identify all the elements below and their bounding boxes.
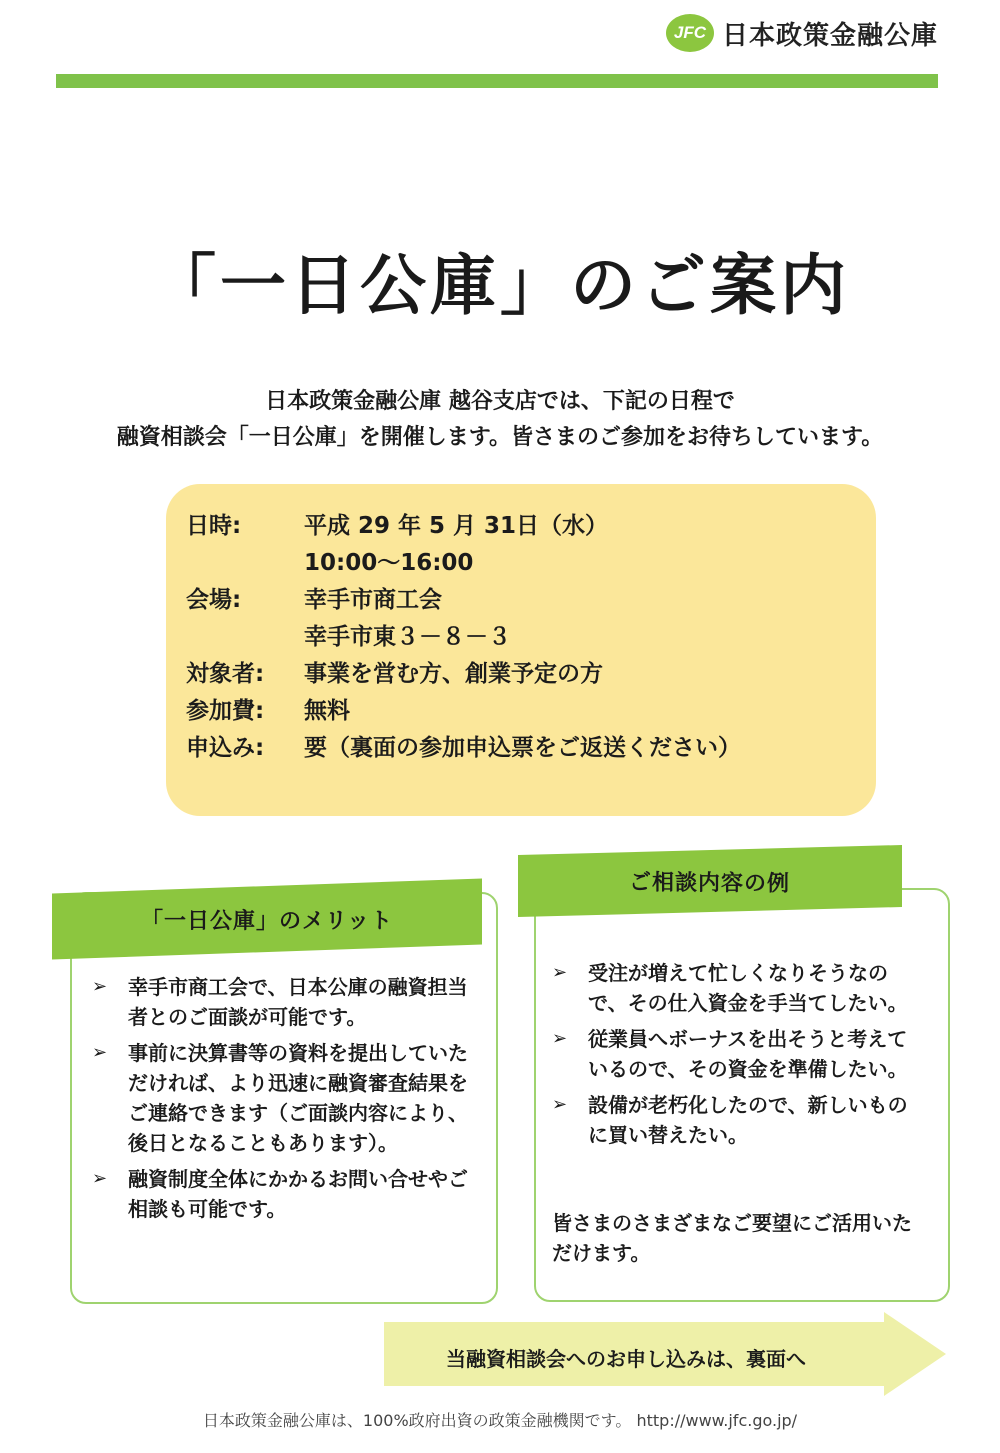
list-item-text: 受注が増えて忙しくなりそうなので、その仕入資金を手当てしたい。	[588, 961, 908, 1015]
event-label	[186, 545, 304, 582]
page-title: 「一日公庫」のご案内	[150, 247, 850, 324]
list-item	[92, 1164, 482, 1224]
merits-heading: 「一日公庫」のメリット	[140, 908, 394, 934]
event-label: 日時:	[186, 513, 242, 539]
intro-text	[0, 384, 1000, 456]
arrow-bullet-icon: ➢	[92, 1042, 108, 1063]
list-item-text: 幸手市商工会で、日本公庫の融資担当者とのご面談が可能です。	[128, 975, 468, 1029]
event-label	[186, 619, 304, 656]
list-item-text: 従業員へボーナスを出そうと考えているので、その資金を準備したい。	[588, 1027, 908, 1081]
jfc-logo-mark: JFC	[666, 14, 714, 52]
merits-list	[92, 972, 482, 1230]
event-row-venue	[186, 582, 741, 619]
org-name: 日本政策金融公庫	[721, 20, 938, 51]
event-value: 幸手市商工会	[304, 587, 442, 613]
examples-list	[552, 958, 922, 1156]
list-item-text: 事前に決算書等の資料を提出していただければ、より迅速に融資審査結果をご連絡できます（ご面談内容により、後日となることもあります）。	[128, 1041, 468, 1155]
arrow-bullet-icon: ➢	[552, 1028, 568, 1049]
event-row-fee	[186, 693, 741, 730]
event-value: 事業を営む方、創業予定の方	[304, 661, 603, 687]
list-item	[92, 1038, 482, 1158]
list-item	[552, 1024, 922, 1084]
event-row-target	[186, 656, 741, 693]
event-label: 会場:	[186, 587, 242, 613]
event-row-time	[186, 545, 741, 582]
event-row-application	[186, 730, 741, 767]
examples-heading-banner	[518, 845, 902, 917]
intro-line-2: 融資相談会「一日公庫」を開催します。皆さまのご参加をお待ちしています。	[116, 425, 884, 450]
event-label: 参加費:	[186, 698, 265, 724]
event-value: 幸手市東３－８－３	[304, 624, 511, 650]
event-row-datetime	[186, 508, 741, 545]
list-item-text: 設備が老朽化したので、新しいものに買い替えたい。	[588, 1093, 908, 1147]
list-item	[92, 972, 482, 1032]
event-value: 10:00～16:00	[304, 550, 474, 576]
jfc-logo	[666, 14, 938, 52]
cta-text: 当融資相談会へのお申し込みは、裏面へ	[446, 1347, 806, 1371]
event-info-rows	[186, 508, 741, 767]
list-item	[552, 1090, 922, 1150]
event-value: 平成 29 年 5 月 31日（水）	[304, 513, 609, 539]
arrow-bullet-icon: ➢	[92, 1168, 108, 1189]
examples-heading: ご相談内容の例	[629, 869, 791, 897]
event-value: 無料	[304, 698, 350, 724]
event-value: 要（裏面の参加申込票をご返送ください）	[304, 735, 741, 761]
list-item-text: 融資制度全体にかかるお問い合せやご相談も可能です。	[128, 1167, 468, 1221]
event-row-address	[186, 619, 741, 656]
event-info-box	[166, 484, 876, 816]
arrow-bullet-icon: ➢	[92, 976, 108, 997]
arrow-bullet-icon: ➢	[552, 1094, 568, 1115]
footer-text: 日本政策金融公庫は、100%政府出資の政策金融機関です。 http://www.jfc.go.jp/	[202, 1411, 798, 1430]
list-item	[552, 958, 922, 1018]
intro-line-1: 日本政策金融公庫 越谷支店では、下記の日程で	[265, 389, 735, 414]
event-label: 申込み:	[186, 735, 265, 761]
header-green-bar	[56, 74, 938, 88]
examples-closing: 皆さまのさまざまなご要望にご活用いただけます。	[552, 1211, 912, 1265]
event-label: 対象者:	[186, 661, 265, 687]
arrow-bullet-icon: ➢	[552, 962, 568, 983]
